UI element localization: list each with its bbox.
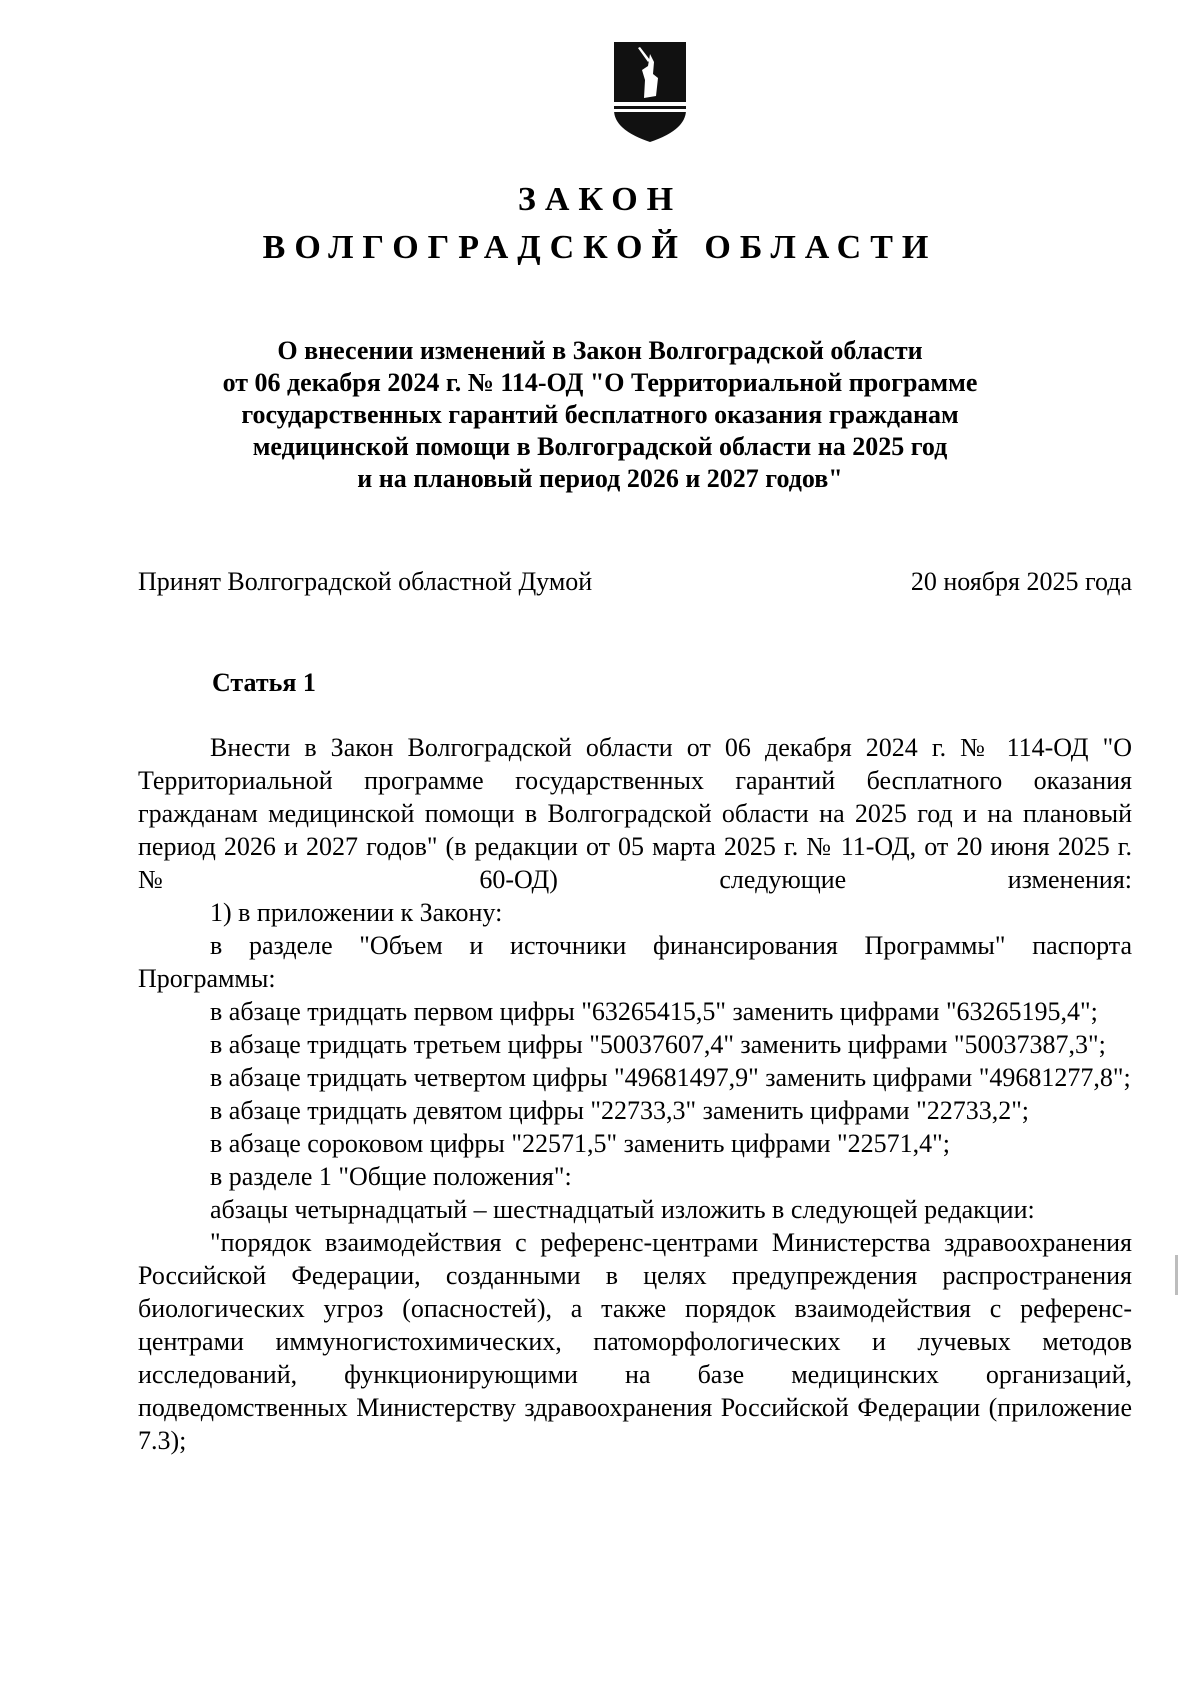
paragraph: "порядок взаимодействия с референс-центрами Министерства здравоохранения Российской Федерации, созданными в целях предупреждения распространения биологических угроз (опасностей), а также порядок взаимодействия с референс-центрами иммуногистохимических, патоморфологических и лучевых методов исследований, функционирующими на базе медицинских организаций, подведомственных Министерству здравоохранения Российской Федерации (приложение 7.3); [138,1228,1132,1455]
subject-line: медицинской помощи в Волгоградской области на 2025 год [252,432,948,461]
paragraph: в абзаце сороковом цифры "22571,5" заменить цифрами "22571,4"; [210,1129,950,1158]
subject-line: О внесении изменений в Закон Волгоградской области [277,336,923,365]
subject-line: государственных гарантий бесплатного оказания гражданам [241,400,959,429]
paragraph: в абзаце тридцать девятом цифры "22733,3" заменить цифрами "22733,2"; [210,1096,1030,1125]
coat-of-arms-icon [612,40,688,144]
adoption-date: 20 ноября 2025 года [910,567,1132,596]
paragraph: 1) в приложении к Закону: [210,898,503,927]
paragraph: в абзаце тридцать первом цифры "63265415,5" заменить цифрами "63265195,4"; [210,997,1098,1026]
scan-artifact [1175,1255,1178,1295]
paragraph: в разделе "Объем и источники финансирования Программы" паспорта Программы: [138,931,1132,993]
subject-line: от 06 декабря 2024 г. № 114-ОД "О Территориальной программе [222,368,978,397]
paragraph: Внести в Закон Волгоградской области от 06 декабря 2024 г. № 114-ОД "О Территориальной программе государственных гарантий бесплатного оказания гражданам медицинской помощи в Волгоградской области на 2025 год и на плановый период 2026 и 2027 годов" (в редакции от 05 марта 2025 г. № 11-ОД, от 20 июня 2025 г. № 60-ОД) следующие изменения: [138,733,1132,894]
paragraph: абзацы четырнадцатый – шестнадцатый изложить в следующей редакции: [210,1195,1035,1224]
article-title: Статья 1 [212,668,316,697]
law-heading: ЗАКОН [517,181,683,218]
paragraph: в абзаце тридцать четвертом цифры "49681497,9" заменить цифрами "49681277,8"; [210,1063,1131,1092]
region-heading: ВОЛГОГРАДСКОЙ ОБЛАСТИ [262,229,938,266]
law-subject [150,335,1050,495]
paragraph: в абзаце тридцать третьем цифры "50037607,4" заменить цифрами "50037387,3"; [210,1030,1106,1059]
article-body [138,731,1132,1457]
subject-line: и на плановый период 2026 и 2027 годов" [357,464,843,493]
adoption-statement: Принят Волгоградской областной Думой [138,567,593,596]
paragraph: в разделе 1 "Общие положения": [210,1162,572,1191]
